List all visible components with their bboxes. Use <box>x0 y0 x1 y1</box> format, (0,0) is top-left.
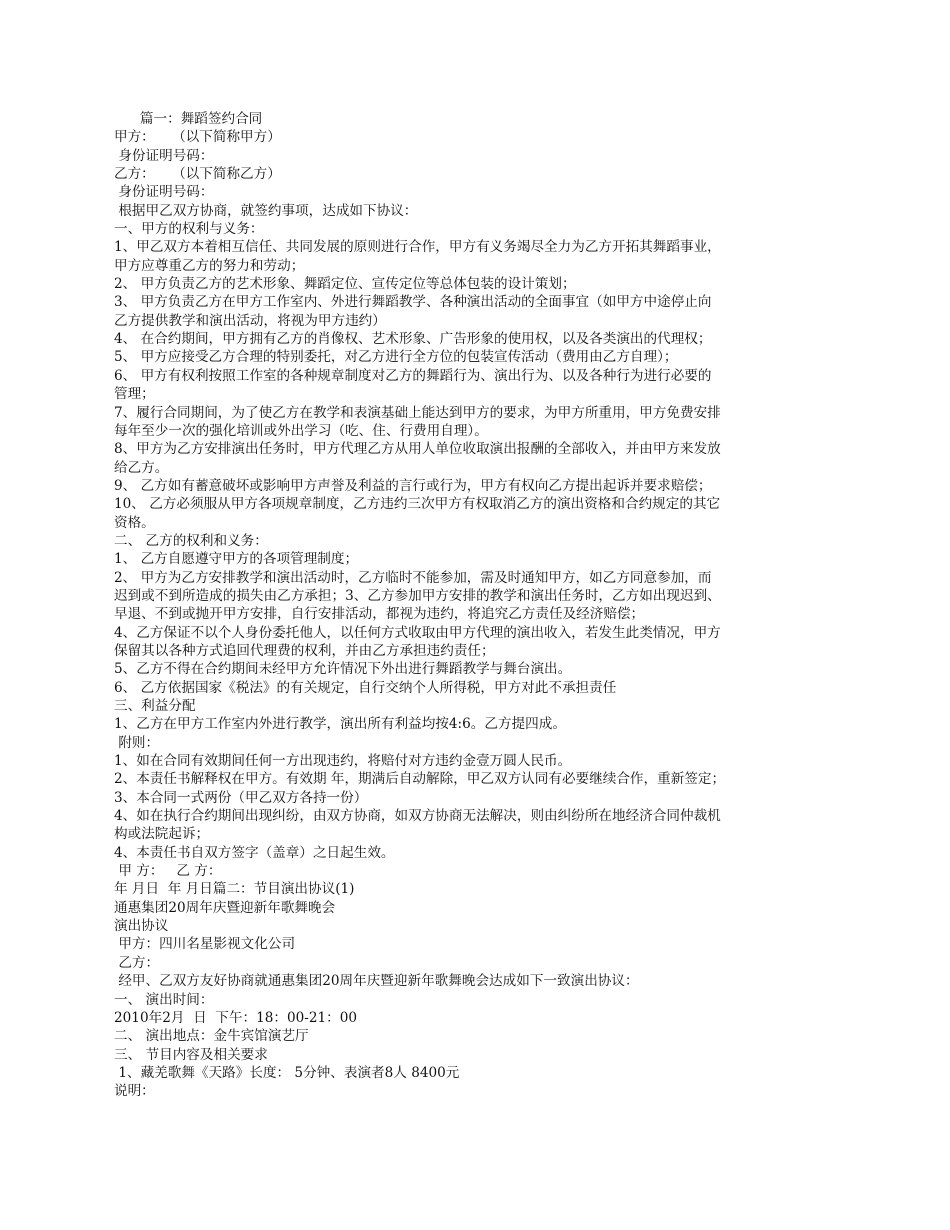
document-line: 保留其以各种方式追回代理费的权利，并由乙方承担违约责任； <box>114 642 495 659</box>
document-line: 演出协议 <box>114 918 169 935</box>
document-line: 乙方提供教学和演出活动，将视为甲方违约） <box>114 312 386 329</box>
document-line: 5、 甲方应接受乙方合理的特别委托，对乙方进行全方位的包装宣传活动（费用由乙方自理）； <box>114 349 678 366</box>
document-line: 管理； <box>114 386 155 403</box>
document-line: 4、本责任书自双方签字（盖章）之日起生效。 <box>114 844 395 861</box>
document-line: 10、 乙方必须服从甲方各项规章制度，乙方违约三次甲方有权取消乙方的演出资格和合约规定的其它 <box>114 496 721 513</box>
document-line: 1、甲乙双方本着相互信任、共同发展的原则进行合作，甲方有义务竭尽全力为乙方开拓其舞蹈事业， <box>114 239 721 256</box>
document-line: 乙方： <box>114 954 160 971</box>
document-line: 根据甲乙双方协商，就签约事项，达成如下协议： <box>114 202 418 219</box>
document-line: 8、甲方为乙方安排演出任务时，甲方代理乙方从用人单位收取演出报酬的全部收入，并由甲方来发放 <box>114 441 721 458</box>
document-line: 甲方： （以下简称甲方） <box>114 129 281 146</box>
document-line: 7、履行合同期间，为了使乙方在教学和表演基础上能达到甲方的要求，为甲方所重用，甲方免费安排 <box>114 404 721 421</box>
document-line: 通惠集团20周年庆暨迎新年歌舞晚会 <box>114 899 336 916</box>
document-line: 给乙方。 <box>114 459 169 476</box>
document-line: 身份证明号码： <box>114 184 214 201</box>
document-line: 二、 乙方的权利和义务： <box>114 532 268 549</box>
document-line: 1、 乙方自愿遵守甲方的各项管理制度； <box>114 551 359 568</box>
document-line: 附则： <box>114 734 160 751</box>
document-line: 4、如在执行合约期间出现纠纷，由双方协商，如双方协商无法解决，则由纠纷所在地经济合同仲裁机 <box>114 808 721 825</box>
document-line: 篇一：舞蹈签约合同 <box>114 111 263 127</box>
document-line: 说明： <box>114 1083 155 1100</box>
document-line: 每年至少一次的强化培训或外出学习（吃、住、行费用自理）。 <box>114 422 488 439</box>
document-line: 甲 方： 乙 方： <box>114 863 222 880</box>
document-line: 1、藏羌歌舞《天路》长度： 5分钟、表演者8人 8400元 <box>114 1064 460 1081</box>
document-line: 甲方应尊重乙方的努力和劳动； <box>114 257 305 274</box>
document-line: 早退、不到或抛开甲方安排，自行安排活动，都视为违约，将追究乙方责任及经济赔偿； <box>114 606 645 623</box>
document-line: 迟到或不到所造成的损失由乙方承担；3、乙方参加甲方安排的教学和演出任务时，乙方如出现迟到、 <box>114 587 721 604</box>
document-line: 5、乙方不得在合约期间未经甲方允许情况下外出进行舞蹈教学与舞台演出。 <box>114 661 572 678</box>
document-line: 一、 演出时间： <box>114 991 214 1008</box>
document-line: 3、 甲方负责乙方在甲方工作室内、外进行舞蹈教学、各种演出活动的全面事宜（如甲方中途停止向 <box>114 294 712 311</box>
document-line: 2、 甲方负责乙方的艺术形象、舞蹈定位、宣传定位等总体包装的设计策划； <box>114 276 576 293</box>
document-line: 二、 演出地点：金牛宾馆演艺厅 <box>114 1028 309 1045</box>
document-line: 6、 甲方有权利按照工作室的各种规章制度对乙方的舞蹈行为、演出行为、以及各种行为进行必要的 <box>114 367 712 384</box>
document-line: 三、利益分配 <box>114 698 196 714</box>
contract-document <box>114 110 836 1101</box>
document-line: 2、本责任书解释权在甲方。有效期 年，期满后自动解除，甲乙双方认同有必要继续合作，重新签定； <box>114 771 726 788</box>
document-line: 4、 在合约期间，甲方拥有乙方的肖像权、艺术形象、广告形象的使用权，以及各类演出的代理权； <box>114 331 712 348</box>
document-line: 9、 乙方如有蓄意破坏或影响甲方声誉及利益的言行或行为，甲方有权向乙方提出起诉并要求赔偿； <box>114 477 712 494</box>
document-line: 身份证明号码： <box>114 147 214 164</box>
document-line: 构或法院起诉； <box>114 826 210 843</box>
document-line: 4、乙方保证不以个人身份委托他人，以任何方式收取由甲方代理的演出收入，若发生此类情况，甲方 <box>114 624 721 641</box>
document-line: 一、甲方的权利与义务： <box>114 221 264 238</box>
document-line: 2010年2月 日 下午：18：00-21：00 <box>114 1009 358 1026</box>
document-line: 年 月日 年 月日篇二：节目演出协议(1) <box>114 881 355 898</box>
document-line: 经甲、乙双方友好协商就通惠集团20周年庆暨迎新年歌舞晚会达成如下一致演出协议： <box>114 973 639 990</box>
document-line: 1、如在合同有效期间任何一方出现违约，将赔付对方违约金壹万圆人民币。 <box>114 753 572 770</box>
document-line: 2、 甲方为乙方安排教学和演出活动时，乙方临时不能参加，需及时通知甲方，如乙方同意参加，而 <box>114 569 712 586</box>
document-line: 甲方：四川名星影视文化公司 <box>114 936 296 953</box>
document-line: 1、乙方在甲方工作室内外进行教学，演出所有利益均按4:6。乙方提四成。 <box>114 716 566 733</box>
document-line: 三、 节目内容及相关要求 <box>114 1046 268 1063</box>
document-line: 资格。 <box>114 514 155 531</box>
document-line: 乙方： （以下简称乙方） <box>114 166 281 183</box>
document-line: 6、 乙方依据国家《税法》的有关规定，自行交纳个人所得税，甲方对此不承担责任 <box>114 679 617 696</box>
document-line: 3、本合同一式两份（甲乙双方各持一份） <box>114 789 368 806</box>
